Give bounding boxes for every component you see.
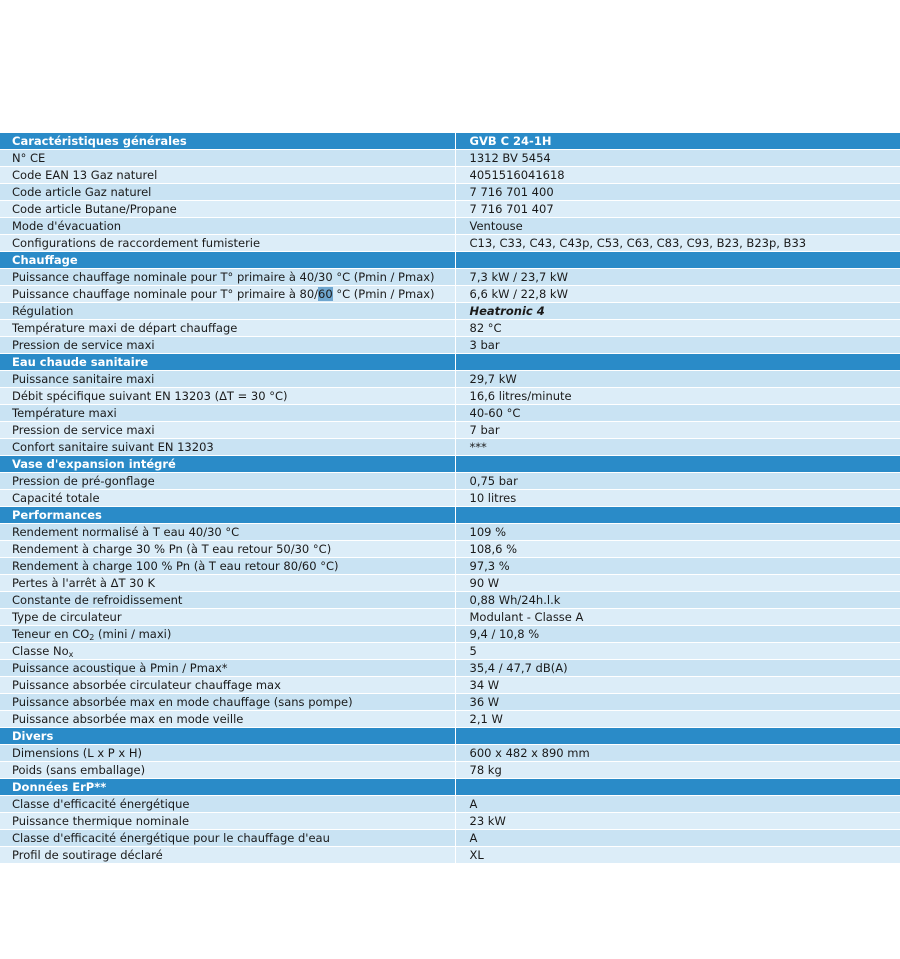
row-label: Pression de pré-gonflage (0, 473, 455, 490)
row-label: Profil de soutirage déclaré (0, 847, 455, 864)
row-value: 29,7 kW (455, 371, 900, 388)
table-row (0, 524, 900, 541)
row-label: Pression de service maxi (0, 422, 455, 439)
row-value: 36 W (455, 694, 900, 711)
row-label: Puissance absorbée max en mode chauffage (sans pompe) (0, 694, 455, 711)
table-row (0, 405, 900, 422)
row-value: XL (455, 847, 900, 864)
row-label: Puissance absorbée circulateur chauffage max (0, 677, 455, 694)
row-label: Pression de service maxi (0, 337, 455, 354)
row-value: 7 716 701 400 (455, 184, 900, 201)
section-header (0, 354, 900, 371)
table-row (0, 575, 900, 592)
table-row (0, 337, 900, 354)
table-row (0, 558, 900, 575)
table-row (0, 473, 900, 490)
row-value: 7 bar (455, 422, 900, 439)
section-header (0, 728, 900, 745)
table-row (0, 303, 900, 320)
row-value: A (455, 796, 900, 813)
section-spacer (455, 252, 900, 269)
row-value: 78 kg (455, 762, 900, 779)
row-label: Poids (sans emballage) (0, 762, 455, 779)
section-header (0, 133, 900, 150)
table-row (0, 439, 900, 456)
row-value: Heatronic 4 (455, 303, 900, 320)
row-label: Code article Butane/Propane (0, 201, 455, 218)
row-value: 109 % (455, 524, 900, 541)
table-row (0, 677, 900, 694)
row-label: Puissance sanitaire maxi (0, 371, 455, 388)
section-header (0, 779, 900, 796)
table-row (0, 167, 900, 184)
row-label (0, 643, 455, 660)
row-value: A (455, 830, 900, 847)
row-label: Configurations de raccordement fumisterie (0, 235, 455, 252)
row-label: Capacité totale (0, 490, 455, 507)
row-value: 2,1 W (455, 711, 900, 728)
section-title: Performances (0, 507, 455, 524)
row-value: *** (455, 439, 900, 456)
row-value: 10 litres (455, 490, 900, 507)
row-label: Pertes à l'arrêt à ΔT 30 K (0, 575, 455, 592)
row-value: 40-60 °C (455, 405, 900, 422)
row-label: Rendement à charge 100 % Pn (à T eau retour 80/60 °C) (0, 558, 455, 575)
row-label: Régulation (0, 303, 455, 320)
row-label: Température maxi de départ chauffage (0, 320, 455, 337)
section-title: Vase d'expansion intégré (0, 456, 455, 473)
table-row (0, 609, 900, 626)
row-value: Ventouse (455, 218, 900, 235)
section-spacer (455, 456, 900, 473)
table-row (0, 813, 900, 830)
table-row (0, 184, 900, 201)
row-value: Modulant - Classe A (455, 609, 900, 626)
row-value: 600 x 482 x 890 mm (455, 745, 900, 762)
table-row (0, 762, 900, 779)
row-label: Mode d'évacuation (0, 218, 455, 235)
table-row (0, 235, 900, 252)
row-value: 23 kW (455, 813, 900, 830)
row-label: Puissance absorbée max en mode veille (0, 711, 455, 728)
row-label: Débit spécifique suivant EN 13203 (ΔT = 30 °C) (0, 388, 455, 405)
row-value: 0,88 Wh/24h.l.k (455, 592, 900, 609)
model-name: GVB C 24-1H (455, 133, 900, 150)
row-value: 108,6 % (455, 541, 900, 558)
table-row (0, 371, 900, 388)
spec-table (0, 133, 900, 864)
row-label: Classe d'efficacité énergétique (0, 796, 455, 813)
section-title: Chauffage (0, 252, 455, 269)
row-label (0, 626, 455, 643)
table-row (0, 150, 900, 167)
row-value: 97,3 % (455, 558, 900, 575)
table-row (0, 592, 900, 609)
row-value: 3 bar (455, 337, 900, 354)
row-value: 35,4 / 47,7 dB(A) (455, 660, 900, 677)
table-row (0, 490, 900, 507)
table-row (0, 694, 900, 711)
row-label: N° CE (0, 150, 455, 167)
table-row (0, 201, 900, 218)
subscript: 2 (89, 633, 95, 642)
label-part: °C (Pmin / Pmax) (332, 287, 435, 301)
row-label: Puissance acoustique à Pmin / Pmax* (0, 660, 455, 677)
row-label: Dimensions (L x P x H) (0, 745, 455, 762)
table-row (0, 796, 900, 813)
label-part: (mini / maxi) (94, 627, 172, 641)
section-spacer (455, 507, 900, 524)
row-value: 6,6 kW / 22,8 kW (455, 286, 900, 303)
row-label: Rendement normalisé à T eau 40/30 °C (0, 524, 455, 541)
row-label: Température maxi (0, 405, 455, 422)
row-label: Code EAN 13 Gaz naturel (0, 167, 455, 184)
label-part: Puissance chauffage nominale pour T° primaire à 80/ (12, 287, 319, 301)
row-value: C13, C33, C43, C43p, C53, C63, C83, C93, B23, B23p, B33 (455, 235, 900, 252)
label-part: Classe No (12, 644, 69, 658)
table-row (0, 388, 900, 405)
section-title: Eau chaude sanitaire (0, 354, 455, 371)
text-selection-highlight: 60 (318, 287, 333, 301)
row-label: Rendement à charge 30 % Pn (à T eau retour 50/30 °C) (0, 541, 455, 558)
section-title: Données ErP** (0, 779, 455, 796)
table-row (0, 660, 900, 677)
subscript: x (68, 650, 74, 659)
table-row (0, 422, 900, 439)
row-label: Classe d'efficacité énergétique pour le chauffage d'eau (0, 830, 455, 847)
row-value: 1312 BV 5454 (455, 150, 900, 167)
table-row (0, 745, 900, 762)
row-label (0, 286, 455, 303)
row-value: 16,6 litres/minute (455, 388, 900, 405)
row-value: 82 °C (455, 320, 900, 337)
section-title: Caractéristiques générales (0, 133, 455, 150)
row-value: 90 W (455, 575, 900, 592)
section-header (0, 456, 900, 473)
table-row (0, 541, 900, 558)
table-row (0, 218, 900, 235)
table-row (0, 830, 900, 847)
table-row (0, 286, 900, 303)
table-row (0, 320, 900, 337)
row-value: 34 W (455, 677, 900, 694)
row-value: 9,4 / 10,8 % (455, 626, 900, 643)
table-row (0, 847, 900, 864)
row-label: Puissance chauffage nominale pour T° primaire à 40/30 °C (Pmin / Pmax) (0, 269, 455, 286)
table-row (0, 626, 900, 643)
table-row (0, 269, 900, 286)
row-value: 5 (455, 643, 900, 660)
table-row (0, 643, 900, 660)
section-spacer (455, 354, 900, 371)
section-spacer (455, 728, 900, 745)
label-part: Teneur en CO (12, 627, 90, 641)
row-label: Code article Gaz naturel (0, 184, 455, 201)
table-row (0, 711, 900, 728)
row-label: Type de circulateur (0, 609, 455, 626)
row-value: 7 716 701 407 (455, 201, 900, 218)
section-spacer (455, 779, 900, 796)
row-value: 7,3 kW / 23,7 kW (455, 269, 900, 286)
section-header (0, 252, 900, 269)
section-title: Divers (0, 728, 455, 745)
row-value: 0,75 bar (455, 473, 900, 490)
section-header (0, 507, 900, 524)
row-label: Puissance thermique nominale (0, 813, 455, 830)
row-value: 4051516041618 (455, 167, 900, 184)
row-label: Confort sanitaire suivant EN 13203 (0, 439, 455, 456)
row-label: Constante de refroidissement (0, 592, 455, 609)
